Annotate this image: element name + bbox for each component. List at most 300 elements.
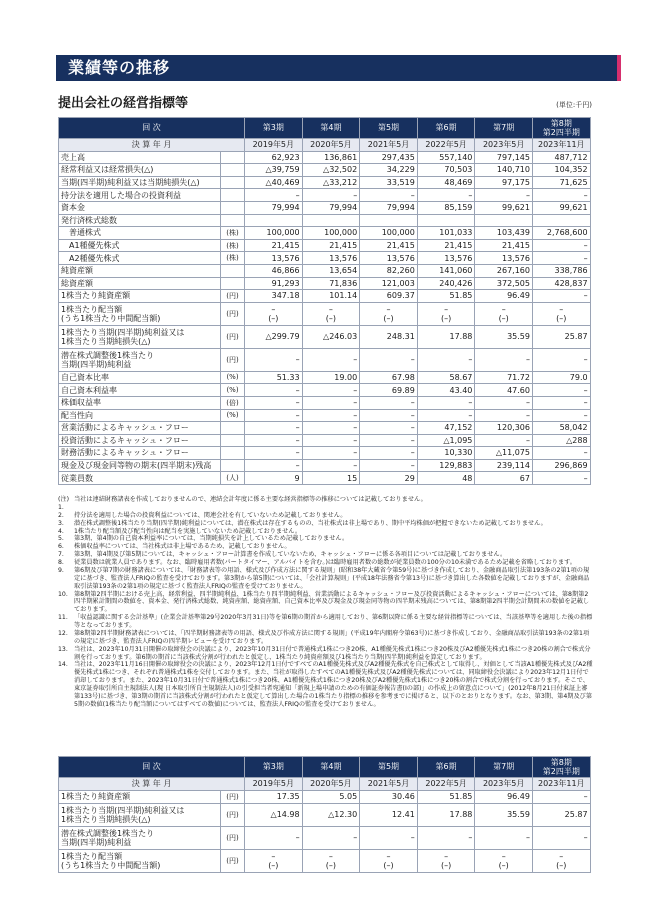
note-text: 第6期及び第7期の財務諸表については、「財務諸表等の用語、様式及び作成方法に関する規則」(昭和38年大蔵省令第59号)に基づき作成しており、金融商品取引法第193条の2第1項の規定に基づき、監査法人FRIQの監査を受けております。第3期から第5期については、「会社計算規則」(平成18年法務省令第13号)に基づき算出した各数値を記載しておりますが、金融商品取引法第193条の2第1項の規定に基づく監査法人FRIQの監査を受けておりません。 bbox=[74, 566, 590, 590]
row-unit bbox=[221, 164, 245, 177]
row-value: △1,095 bbox=[417, 434, 475, 447]
header-date-5: 2023年5月 bbox=[475, 139, 533, 152]
row-label: 経常利益又は経常損失(△) bbox=[59, 164, 221, 177]
header-period-1: 第3期 bbox=[245, 118, 303, 139]
table-row bbox=[59, 371, 591, 384]
header-date-2: 2020年5月 bbox=[302, 778, 360, 791]
row-value: 101,033 bbox=[417, 227, 475, 240]
row-value: – bbox=[532, 447, 590, 460]
row-value: 34,229 bbox=[360, 164, 418, 177]
row-unit: (円) bbox=[221, 325, 245, 348]
note-number: 13. bbox=[58, 645, 68, 653]
table-row bbox=[59, 459, 591, 472]
note-number: 3. bbox=[58, 519, 64, 527]
row-value: 21,415 bbox=[360, 239, 418, 252]
unit-note: (単位:千円) bbox=[556, 101, 592, 109]
row-value: – (–) bbox=[417, 302, 475, 325]
row-value: – (–) bbox=[360, 302, 418, 325]
row-value: 69.89 bbox=[360, 384, 418, 397]
row-value: 13,576 bbox=[245, 252, 303, 265]
row-value: – bbox=[532, 189, 590, 202]
table-row bbox=[59, 396, 591, 409]
note-text: 第3期、第4期及び第5期については、キャッシュ・フロー計算書を作成していないため、キャッシュ・フローに係る各項目については記載しておりません。 bbox=[74, 551, 507, 559]
row-unit bbox=[221, 264, 245, 277]
table-row bbox=[59, 264, 591, 277]
row-value: – bbox=[245, 447, 303, 460]
note-item bbox=[58, 520, 593, 528]
row-value: 58.67 bbox=[417, 371, 475, 384]
note-number: 10. bbox=[58, 590, 68, 598]
row-value: – bbox=[245, 409, 303, 422]
header-period-3: 第5期 bbox=[360, 757, 418, 778]
row-value bbox=[475, 214, 533, 227]
note-text: 第3期、第4期の自己資本利益率については、当期純損失を計上しているため記載しておりません。 bbox=[74, 535, 349, 543]
header-row-kai bbox=[59, 757, 591, 778]
row-value: – bbox=[245, 422, 303, 435]
note-text: 第8期第2四半期財務諸表については、「四半期財務諸表等の用語、様式及び作成方法に関する規則」(平成19年内閣府令第63号)に基づき作成しており、金融商品取引法第193条の2第1項の規定に基づき、監査法人FRIQの四半期レビューを受けております。 bbox=[74, 629, 590, 645]
row-value: 21,415 bbox=[475, 239, 533, 252]
row-value: 48,469 bbox=[417, 176, 475, 189]
row-unit bbox=[221, 459, 245, 472]
row-label: 1株当たり純資産額 bbox=[59, 791, 221, 804]
note-item bbox=[58, 591, 593, 615]
row-value: 13,576 bbox=[417, 252, 475, 265]
header-date-4: 2022年5月 bbox=[417, 778, 475, 791]
row-label: 現金及び現金同等物の期末(四半期末)残高 bbox=[59, 459, 221, 472]
note-text: 当社は、2023年11月16日開催の取締役会の決議により、2023年12月1日付ですべてのA1種優先株式及びA2種優先株式を自己株式として取得し、対価として当該A1種優先株式及びA2種優先株式1株につき、それぞれ普通株式1株を交付しております。また、当社が取得したすべてのA1種優先株式及びA2種優先株式については、同取締役会決議により2023年12月1日付で消却しております。また、2023年10月31日付で普通株式1株につき20株、A1種優先株式1株につき20株及びA2種優先株式1株につき20株の割合で株式分割を行っております。そこで、東京証券取引所自主規制法人(現 日本取引所自主規制法人)の引受担当者宛通知「新規上場申請のための有価証券報告書(Iの部)」の作成上の留意点について」(2012年8月21日付東証上審第133号)に基づき、第3期の期首に当該株式分割が行われたと仮定して算出した場合の1株当たり指標の推移を参考までに掲げると、以下のとおりとなります。なお、第3期、第4期及び第5期の数値(1株当たり配当額についてはすべての数値)については、監査法人FRIQの監査を受けておりません。 bbox=[74, 661, 593, 708]
banner-accent bbox=[617, 55, 621, 81]
row-unit bbox=[221, 151, 245, 164]
row-value: – bbox=[245, 434, 303, 447]
note-item bbox=[58, 551, 593, 559]
row-label: A1種優先株式 bbox=[59, 239, 221, 252]
row-unit bbox=[221, 214, 245, 227]
row-value: – bbox=[417, 409, 475, 422]
row-value: – bbox=[532, 409, 590, 422]
table-row bbox=[59, 434, 591, 447]
row-value: △288 bbox=[532, 434, 590, 447]
row-value: △40,469 bbox=[245, 176, 303, 189]
note-item bbox=[58, 661, 593, 708]
header-period-5: 第7期 bbox=[475, 757, 533, 778]
row-label: 1株当たり当期(四半期)純利益又は 1株当たり当期純損失(△) bbox=[59, 804, 221, 827]
row-value: – (–) bbox=[302, 302, 360, 325]
note-number: 5. bbox=[58, 535, 64, 543]
table-row bbox=[59, 472, 591, 485]
header-period-6: 第8期 第2四半期 bbox=[532, 757, 590, 778]
row-value: 487,712 bbox=[532, 151, 590, 164]
row-value: 97,175 bbox=[475, 176, 533, 189]
row-label: A2種優先株式 bbox=[59, 252, 221, 265]
row-value: – bbox=[302, 422, 360, 435]
note-item bbox=[58, 559, 593, 567]
row-value: 47,152 bbox=[417, 422, 475, 435]
row-value: – bbox=[245, 189, 303, 202]
row-value: 79,994 bbox=[360, 201, 418, 214]
note-text: 株価収益率については、当社株式は非上場であるため、記載しておりません。 bbox=[74, 543, 291, 551]
row-unit bbox=[221, 447, 245, 460]
row-value: – bbox=[245, 396, 303, 409]
row-value: – bbox=[417, 396, 475, 409]
note-item bbox=[58, 496, 593, 512]
row-value: 33,519 bbox=[360, 176, 418, 189]
row-label: 持分法を適用した場合の投資利益 bbox=[59, 189, 221, 202]
note-item bbox=[58, 614, 593, 630]
row-value: – bbox=[417, 827, 475, 850]
row-value: 67.98 bbox=[360, 371, 418, 384]
note-number: 12. bbox=[58, 629, 68, 637]
row-label: 潜在株式調整後1株当たり 当期(四半期)純利益 bbox=[59, 827, 221, 850]
row-label: 資本金 bbox=[59, 201, 221, 214]
section-banner bbox=[56, 55, 618, 81]
row-label: 売上高 bbox=[59, 151, 221, 164]
row-value: 100,000 bbox=[360, 227, 418, 240]
row-value bbox=[302, 214, 360, 227]
row-value: 30.46 bbox=[360, 791, 418, 804]
row-value: – bbox=[302, 827, 360, 850]
note-text: 当社は、2023年10月31日開催の取締役会の決議により、2023年10月31日付で普通株式1株につき20株、A1種優先株式1株につき20株及びA2種優先株式1株につき20株の割合で株式分割を行っております。第6期の期首に当該株式分割が行われたと仮定し、1株当たり純資産額及び1株当たり当期(四半期)純利益を算定しております。 bbox=[74, 645, 591, 661]
row-label: 普通株式 bbox=[59, 227, 221, 240]
note-number: 6. bbox=[58, 543, 64, 551]
row-value: 35.59 bbox=[475, 804, 533, 827]
notes bbox=[58, 496, 593, 709]
table-row bbox=[59, 850, 591, 873]
row-value: 43.40 bbox=[417, 384, 475, 397]
row-label: 従業員数 bbox=[59, 472, 221, 485]
row-unit bbox=[221, 277, 245, 290]
row-value: △33,212 bbox=[302, 176, 360, 189]
row-value: – bbox=[360, 459, 418, 472]
row-value: – (–) bbox=[360, 850, 418, 873]
note-text: 持分法を適用した場合の投資利益については、関連会社を有していないため記載しておりません。 bbox=[74, 511, 347, 519]
header-date-3: 2021年5月 bbox=[360, 778, 418, 791]
row-value: – bbox=[532, 472, 590, 485]
row-unit bbox=[221, 422, 245, 435]
row-value: 136,861 bbox=[302, 151, 360, 164]
note-number: 14. bbox=[58, 661, 68, 669]
row-value: 85,159 bbox=[417, 201, 475, 214]
row-value bbox=[532, 214, 590, 227]
header-period-3: 第5期 bbox=[360, 118, 418, 139]
row-value: 13,576 bbox=[302, 252, 360, 265]
row-label: 1株当たり純資産額 bbox=[59, 290, 221, 303]
table-row bbox=[59, 302, 591, 325]
row-value: – (–) bbox=[245, 850, 303, 873]
row-value: 25.87 bbox=[532, 325, 590, 348]
row-value: 141,060 bbox=[417, 264, 475, 277]
row-value: – (–) bbox=[475, 302, 533, 325]
row-value: 79.0 bbox=[532, 371, 590, 384]
row-value: 347.18 bbox=[245, 290, 303, 303]
row-unit bbox=[221, 201, 245, 214]
row-unit: (人) bbox=[221, 472, 245, 485]
row-value: 372,505 bbox=[475, 277, 533, 290]
header-date-6: 2023年11月 bbox=[532, 778, 590, 791]
table-row bbox=[59, 239, 591, 252]
row-value: – (–) bbox=[475, 850, 533, 873]
table-row bbox=[59, 164, 591, 177]
table-row bbox=[59, 176, 591, 189]
row-value: 58,042 bbox=[532, 422, 590, 435]
row-label: 投資活動によるキャッシュ・フロー bbox=[59, 434, 221, 447]
note-text: 従業員数は就業人員であります。なお、臨時雇用者数(パートタイマー、アルバイトを含む。)は臨時雇用者数の総数が従業員数の100分の10未満であるため記載を省略しております。 bbox=[74, 559, 576, 566]
row-value: – (–) bbox=[532, 302, 590, 325]
table-row bbox=[59, 791, 591, 804]
row-label: 株価収益率 bbox=[59, 396, 221, 409]
row-value: – bbox=[360, 396, 418, 409]
row-value: – bbox=[302, 434, 360, 447]
row-value: △246.03 bbox=[302, 325, 360, 348]
row-label: 配当性向 bbox=[59, 409, 221, 422]
row-value: – bbox=[417, 348, 475, 371]
row-value: 21,415 bbox=[417, 239, 475, 252]
row-value: △39,759 bbox=[245, 164, 303, 177]
row-unit: (%) bbox=[221, 384, 245, 397]
table-row bbox=[59, 290, 591, 303]
row-value: – bbox=[360, 434, 418, 447]
row-value: 29 bbox=[360, 472, 418, 485]
row-value: – bbox=[360, 827, 418, 850]
table-row bbox=[59, 384, 591, 397]
row-value: – bbox=[475, 348, 533, 371]
header-period-6: 第8期 第2四半期 bbox=[532, 118, 590, 139]
section-title: 業績等の推移 bbox=[68, 58, 171, 77]
row-value: 100,000 bbox=[302, 227, 360, 240]
note-text: 「収益認識に関する会計基準」(企業会計基準第29号2020年3月31日)等を第6期の期首から適用しており、第6期以降に係る主要な経営指標等については、当該基準等を適用した後の指標等となっております。 bbox=[74, 614, 593, 629]
row-value: 25.87 bbox=[532, 804, 590, 827]
row-value: 428,837 bbox=[532, 277, 590, 290]
row-value: – bbox=[360, 189, 418, 202]
row-unit bbox=[221, 176, 245, 189]
row-value: 557,140 bbox=[417, 151, 475, 164]
row-value: – bbox=[302, 447, 360, 460]
note-number: (注) 1. bbox=[58, 496, 70, 511]
row-value: 100,000 bbox=[245, 227, 303, 240]
table-row bbox=[59, 252, 591, 265]
table-row bbox=[59, 277, 591, 290]
table-row bbox=[59, 151, 591, 164]
row-value: 62,923 bbox=[245, 151, 303, 164]
row-value: 79,994 bbox=[245, 201, 303, 214]
row-value: 13,576 bbox=[360, 252, 418, 265]
row-value: 17.35 bbox=[245, 791, 303, 804]
table-row bbox=[59, 348, 591, 371]
row-value: 609.37 bbox=[360, 290, 418, 303]
header-date-4: 2022年5月 bbox=[417, 139, 475, 152]
row-value: – bbox=[302, 348, 360, 371]
table-row bbox=[59, 447, 591, 460]
row-value: – bbox=[302, 384, 360, 397]
row-unit: (倍) bbox=[221, 396, 245, 409]
row-value bbox=[360, 214, 418, 227]
row-value: 99,621 bbox=[475, 201, 533, 214]
row-value: – bbox=[302, 459, 360, 472]
header-kai: 回 次 bbox=[59, 118, 245, 139]
row-unit: (株) bbox=[221, 239, 245, 252]
row-value: 15 bbox=[302, 472, 360, 485]
row-value: 51.85 bbox=[417, 791, 475, 804]
row-value: 240,426 bbox=[417, 277, 475, 290]
row-value: – (–) bbox=[532, 850, 590, 873]
row-value: 46,866 bbox=[245, 264, 303, 277]
row-value: – bbox=[475, 396, 533, 409]
note-number: 7. bbox=[58, 551, 64, 559]
row-unit: (円) bbox=[221, 302, 245, 325]
note-text: 第8期第2四半期における売上高、経常利益、四半期純利益、1株当たり四半期純利益、営業活動によるキャッシュ・フロー及び投資活動によるキャッシュ・フローについては、第8期第2四半期累計期間の数値を、資本金、発行済株式総数、純資産額、総資産額、自己資本比率及び現金及び現金同等物の四半期末残高については、第8期第2四半期会計期間末の数値を記載しております。 bbox=[74, 590, 590, 614]
header-kai: 回 次 bbox=[59, 757, 245, 778]
row-value: 267,160 bbox=[475, 264, 533, 277]
row-value: – bbox=[302, 189, 360, 202]
header-period-4: 第6期 bbox=[417, 118, 475, 139]
row-value: 297,435 bbox=[360, 151, 418, 164]
note-number: 9. bbox=[58, 566, 64, 574]
row-value: 338,786 bbox=[532, 264, 590, 277]
row-value: 67 bbox=[475, 472, 533, 485]
note-number: 2. bbox=[58, 511, 64, 519]
row-value: 91,293 bbox=[245, 277, 303, 290]
row-value: △11,075 bbox=[475, 447, 533, 460]
row-value: – bbox=[360, 348, 418, 371]
row-value: 239,114 bbox=[475, 459, 533, 472]
row-value: – bbox=[245, 827, 303, 850]
note-number: 8. bbox=[58, 559, 64, 566]
row-value: 71,625 bbox=[532, 176, 590, 189]
row-value: △299.79 bbox=[245, 325, 303, 348]
row-value: – bbox=[475, 409, 533, 422]
row-value: 71.72 bbox=[475, 371, 533, 384]
row-value: 21,415 bbox=[302, 239, 360, 252]
row-value: 2,768,600 bbox=[532, 227, 590, 240]
row-value: 47.60 bbox=[475, 384, 533, 397]
row-value: 12.41 bbox=[360, 804, 418, 827]
table-row bbox=[59, 201, 591, 214]
row-value: 13,576 bbox=[475, 252, 533, 265]
note-text: 潜在株式調整後1株当たり当期(四半期)純利益については、潜在株式は存在するものの、当社株式は非上場であり、期中平均株価が把握できないため記載しておりません。 bbox=[74, 519, 547, 527]
row-value: – bbox=[532, 348, 590, 371]
row-unit bbox=[221, 189, 245, 202]
header-row-date bbox=[59, 778, 591, 791]
table-row bbox=[59, 227, 591, 240]
row-value bbox=[417, 214, 475, 227]
note-item bbox=[58, 543, 593, 551]
row-unit: (%) bbox=[221, 409, 245, 422]
header-period-5: 第7期 bbox=[475, 118, 533, 139]
row-value: – bbox=[475, 189, 533, 202]
row-value: – bbox=[417, 189, 475, 202]
row-value: 21,415 bbox=[245, 239, 303, 252]
note-text: 1株当たり配当額及び配当性向は配当を実施していないため記載しておりません。 bbox=[74, 527, 302, 535]
row-value: 121,003 bbox=[360, 277, 418, 290]
indicators-table bbox=[58, 117, 591, 485]
row-value: 96.49 bbox=[475, 791, 533, 804]
row-unit: (株) bbox=[221, 252, 245, 265]
row-label: 純資産額 bbox=[59, 264, 221, 277]
note-item bbox=[58, 646, 593, 662]
row-value: – bbox=[475, 827, 533, 850]
row-value: – (–) bbox=[417, 850, 475, 873]
header-period-4: 第6期 bbox=[417, 757, 475, 778]
row-unit: (円) bbox=[221, 791, 245, 804]
row-label: 総資産額 bbox=[59, 277, 221, 290]
table-row bbox=[59, 325, 591, 348]
row-value: 71,836 bbox=[302, 277, 360, 290]
row-value: 104,352 bbox=[532, 164, 590, 177]
row-value: 79,994 bbox=[302, 201, 360, 214]
row-unit: (円) bbox=[221, 804, 245, 827]
row-label: 自己資本利益率 bbox=[59, 384, 221, 397]
row-value: – bbox=[360, 447, 418, 460]
row-value: – bbox=[532, 827, 590, 850]
row-value: 120,306 bbox=[475, 422, 533, 435]
row-label: 自己資本比率 bbox=[59, 371, 221, 384]
header-period-2: 第4期 bbox=[302, 757, 360, 778]
row-value: 70,503 bbox=[417, 164, 475, 177]
header-date-1: 2019年5月 bbox=[245, 139, 303, 152]
row-value: 17.88 bbox=[417, 804, 475, 827]
header-date-3: 2021年5月 bbox=[360, 139, 418, 152]
row-value: 103,439 bbox=[475, 227, 533, 240]
note-number: 4. bbox=[58, 527, 64, 535]
row-value: – bbox=[532, 239, 590, 252]
row-unit: (%) bbox=[221, 371, 245, 384]
row-unit: (円) bbox=[221, 348, 245, 371]
row-value: 797,145 bbox=[475, 151, 533, 164]
header-row-kai bbox=[59, 118, 591, 139]
row-value bbox=[245, 214, 303, 227]
table-row bbox=[59, 214, 591, 227]
row-unit: (円) bbox=[221, 290, 245, 303]
row-value: 51.33 bbox=[245, 371, 303, 384]
row-label: 1株当たり配当額 (うち1株当たり中間配当額) bbox=[59, 302, 221, 325]
header-date-2: 2020年5月 bbox=[302, 139, 360, 152]
row-value: – (–) bbox=[245, 302, 303, 325]
table-row bbox=[59, 827, 591, 850]
row-value: – bbox=[302, 409, 360, 422]
row-value: 35.59 bbox=[475, 325, 533, 348]
header-period-1: 第3期 bbox=[245, 757, 303, 778]
table-row bbox=[59, 189, 591, 202]
row-value: 101.14 bbox=[302, 290, 360, 303]
row-value: △12.30 bbox=[302, 804, 360, 827]
row-value: 140,710 bbox=[475, 164, 533, 177]
header-period-label: 決 算 年 月 bbox=[59, 139, 245, 152]
row-value: 17.88 bbox=[417, 325, 475, 348]
subtitle: 提出会社の経営指標等 bbox=[58, 96, 189, 111]
note-item bbox=[58, 567, 593, 591]
note-text: 当社は連結財務諸表を作成しておりませんので、連結会計年度に係る主要な経営指標等の推移については記載しておりません。 bbox=[74, 496, 427, 503]
header-period-label: 決 算 年 月 bbox=[59, 778, 245, 791]
note-item bbox=[58, 512, 593, 520]
row-value: – bbox=[245, 459, 303, 472]
row-label: 1株当たり配当額 (うち1株当たり中間配当額) bbox=[59, 850, 221, 873]
row-value: 19.00 bbox=[302, 371, 360, 384]
header-period-2: 第4期 bbox=[302, 118, 360, 139]
table-row bbox=[59, 804, 591, 827]
row-value: 9 bbox=[245, 472, 303, 485]
row-value: 48 bbox=[417, 472, 475, 485]
header-date-1: 2019年5月 bbox=[245, 778, 303, 791]
row-label: 1株当たり当期(四半期)純利益又は 1株当たり当期純損失(△) bbox=[59, 325, 221, 348]
row-unit: (株) bbox=[221, 227, 245, 240]
row-value: – bbox=[532, 396, 590, 409]
row-label: 当期(四半期)純利益又は当期純損失(△) bbox=[59, 176, 221, 189]
note-item bbox=[58, 630, 593, 646]
row-value: 51.85 bbox=[417, 290, 475, 303]
row-value: – bbox=[360, 422, 418, 435]
row-label: 潜在株式調整後1株当たり 当期(四半期)純利益 bbox=[59, 348, 221, 371]
per-share-table bbox=[58, 756, 591, 873]
row-value: – bbox=[245, 348, 303, 371]
